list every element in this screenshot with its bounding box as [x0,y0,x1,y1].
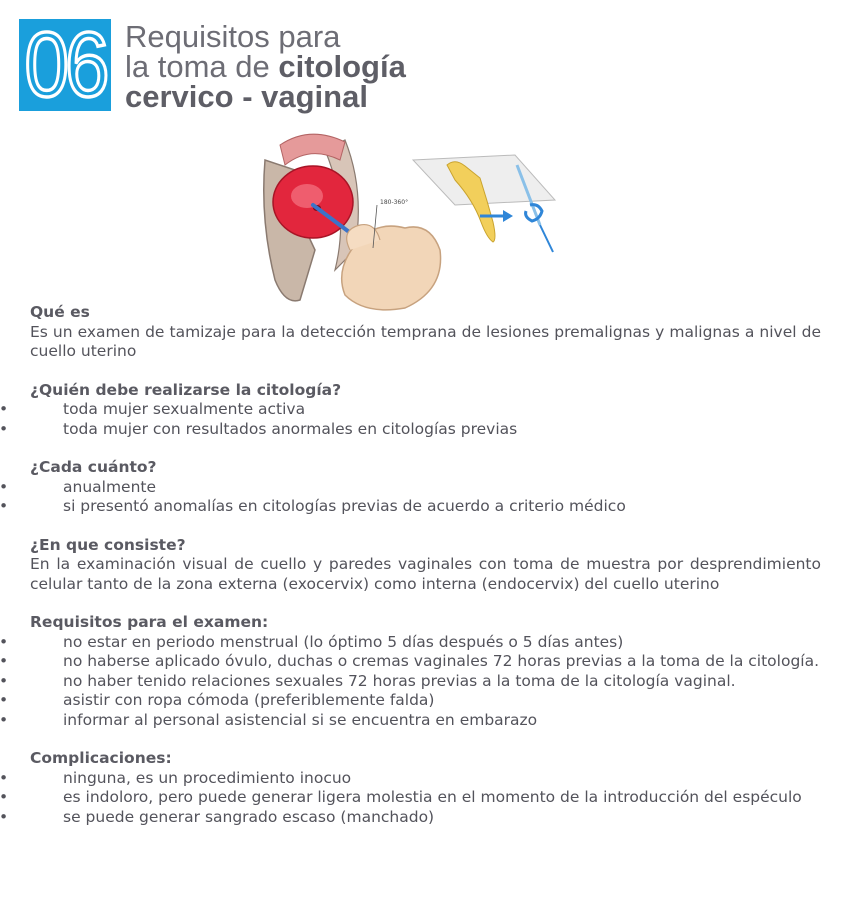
section-number: 06 [24,13,106,116]
list-item: • si presentó anomalías en citologías previas de acuerdo a criterio médico [30,497,821,517]
title-bold-citologia: citología [278,49,406,84]
list-item: • se puede generar sangrado escaso (manchado) [30,808,821,828]
list-item: • toda mujer con resultados anormales en citologías previas [30,420,821,440]
section-cada-cuanto [30,458,821,517]
list-requisitos [30,633,821,731]
list-item: • no estar en periodo menstrual (lo óptimo 5 días después o 5 días antes) [30,633,821,653]
list-item: • es indoloro, pero puede generar ligera molestia en el momento de la introducción del espéculo [30,788,821,808]
section-quien [30,381,821,440]
title-bold-cervico-vaginal: cervico - vaginal [125,79,368,114]
list-item: • toda mujer sexualmente activa [30,400,821,420]
list-item: • no haber tenido relaciones sexuales 72 horas previas a la toma de la citología vaginal. [30,672,821,692]
content [30,303,821,827]
list-complicaciones [30,769,821,828]
title-line-3 [125,79,406,114]
list-item: • no haberse aplicado óvulo, duchas o cremas vaginales 72 horas previas a la toma de la citología. [30,652,821,672]
list-cada-cuanto [30,478,821,517]
heading-requisitos: Requisitos para el examen: [30,613,269,631]
text-que-es: Es un examen de tamizaje para la detección temprana de lesiones premalignas y malignas a nivel de cuello uterino [30,322,821,360]
title-line-1: Requisitos para [125,19,341,54]
heading-complicaciones: Complicaciones: [30,749,172,767]
list-item: • asistir con ropa cómoda (preferiblemente falda) [30,691,821,711]
heading-cada-cuanto: ¿Cada cuánto? [30,458,157,476]
title-line-2: la toma de citología [125,49,406,84]
text-consiste: En la examinación visual de cuello y paredes vaginales con toma de muestra por desprendimiento celular tanto de la zona externa (exocervix) como interna (endocervix) del cuello uterino [30,555,821,593]
section-que-es [30,303,821,362]
page-title [125,19,406,114]
list-item: • informar al personal asistencial si se encuentra en embarazo [30,711,821,731]
section-consiste [30,536,821,595]
list-item: • ninguna, es un procedimiento inocuo [30,769,821,789]
list-item: • anualmente [30,478,821,498]
section-requisitos [30,613,821,730]
angle-label: 180-360° [380,199,409,206]
heading-consiste: ¿En que consiste? [30,535,186,554]
heading-que-es: Qué es [30,303,90,321]
section-number-badge [19,13,111,116]
section-complicaciones [30,749,821,827]
list-quien [30,400,821,439]
cervical-cytology-illustration [255,130,575,315]
heading-quien: ¿Quién debe realizarse la citología? [30,380,342,399]
